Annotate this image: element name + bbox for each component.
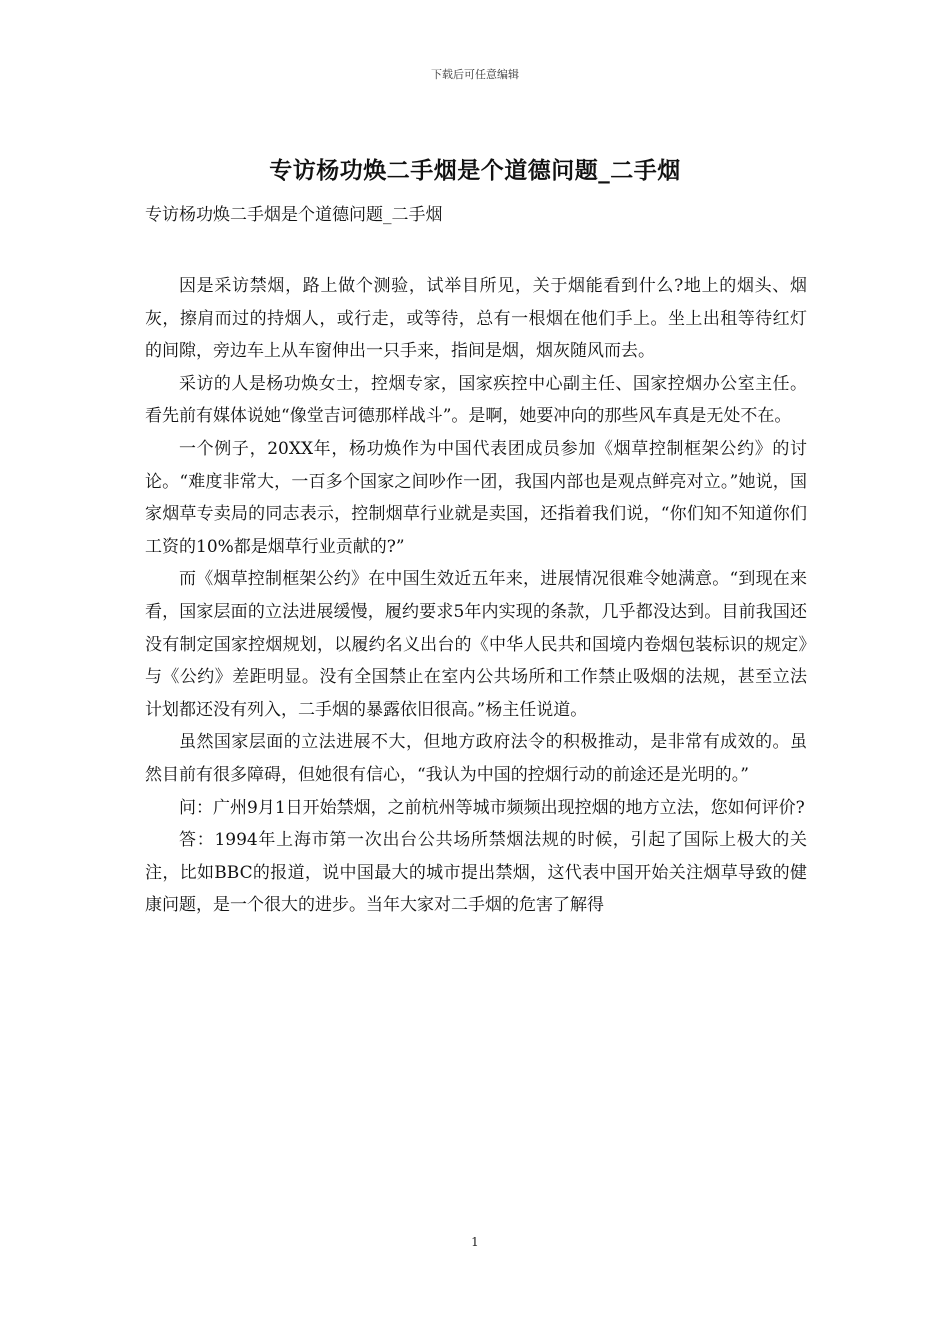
document-subtitle: 专访杨功焕二手烟是个道德问题_二手烟 <box>145 205 443 225</box>
document-title: 专访杨功焕二手烟是个道德问题_二手烟 <box>269 157 681 184</box>
paragraph: 问：广州9月1日开始禁烟，之前杭州等城市频频出现控烟的地方立法，您如何评价? <box>179 797 805 818</box>
page-number: 1 <box>471 1235 479 1249</box>
paragraph: 而《烟草控制框架公约》在中国生效近五年来，进展情况很难令她满意。“到现在来看，国家层面的立法进展缓慢，履约要求5年内实现的条款，几乎都没达到。目前我国还没有制定国家控烟规划，以履约名义出台的《中华人民共和国境内卷烟包装标识的规定》与《公约》差距明显。没有全国禁止在室内公共场所和工作禁止吸烟的法规，甚至立法计划都还没有列入，二手烟的暴露依旧很高。”杨主任说道。 <box>145 569 807 720</box>
paragraph: 一个例子，20XX年，杨功焕作为中国代表团成员参加《烟草控制框架公约》的讨论。“难度非常大，一百多个国家之间吵作一团，我国内部也是观点鲜亮对立。”她说，国家烟草专卖局的同志表示，控制烟草行业就是卖国，还指着我们说，“你们知不知道你们工资的10%都是烟草行业贡献的?” <box>145 438 807 557</box>
paragraph: 虽然国家层面的立法进展不大，但地方政府法令的积极推动，是非常有成效的。虽然目前有很多障碍，但她很有信心，“我认为中国的控烟行动的前途还是光明的。” <box>145 732 807 785</box>
article-body <box>145 270 807 922</box>
paragraph: 采访的人是杨功焕女士，控烟专家，国家疾控中心副主任、国家控烟办公室主任。看先前有媒体说她“像堂吉诃德那样战斗”。是啊，她要冲向的那些风车真是无处不在。 <box>145 373 807 427</box>
paragraph: 答：1994年上海市第一次出台公共场所禁烟法规的时候，引起了国际上极大的关注，比如BBC的报道，说中国最大的城市提出禁烟，这代表中国开始关注烟草导致的健康问题，是一个很大的进步。当年大家对二手烟的危害了解得 <box>145 830 807 916</box>
page-header-note: 下载后可任意编辑 <box>431 68 519 81</box>
paragraph: 因是采访禁烟，路上做个测验，试举目所见，关于烟能看到什么?地上的烟头、烟灰，擦肩而过的持烟人，或行走，或等待，总有一根烟在他们手上。坐上出租等待红灯的间隙，旁边车上从车窗伸出一只手来，指间是烟，烟灰随风而去。 <box>145 276 807 362</box>
